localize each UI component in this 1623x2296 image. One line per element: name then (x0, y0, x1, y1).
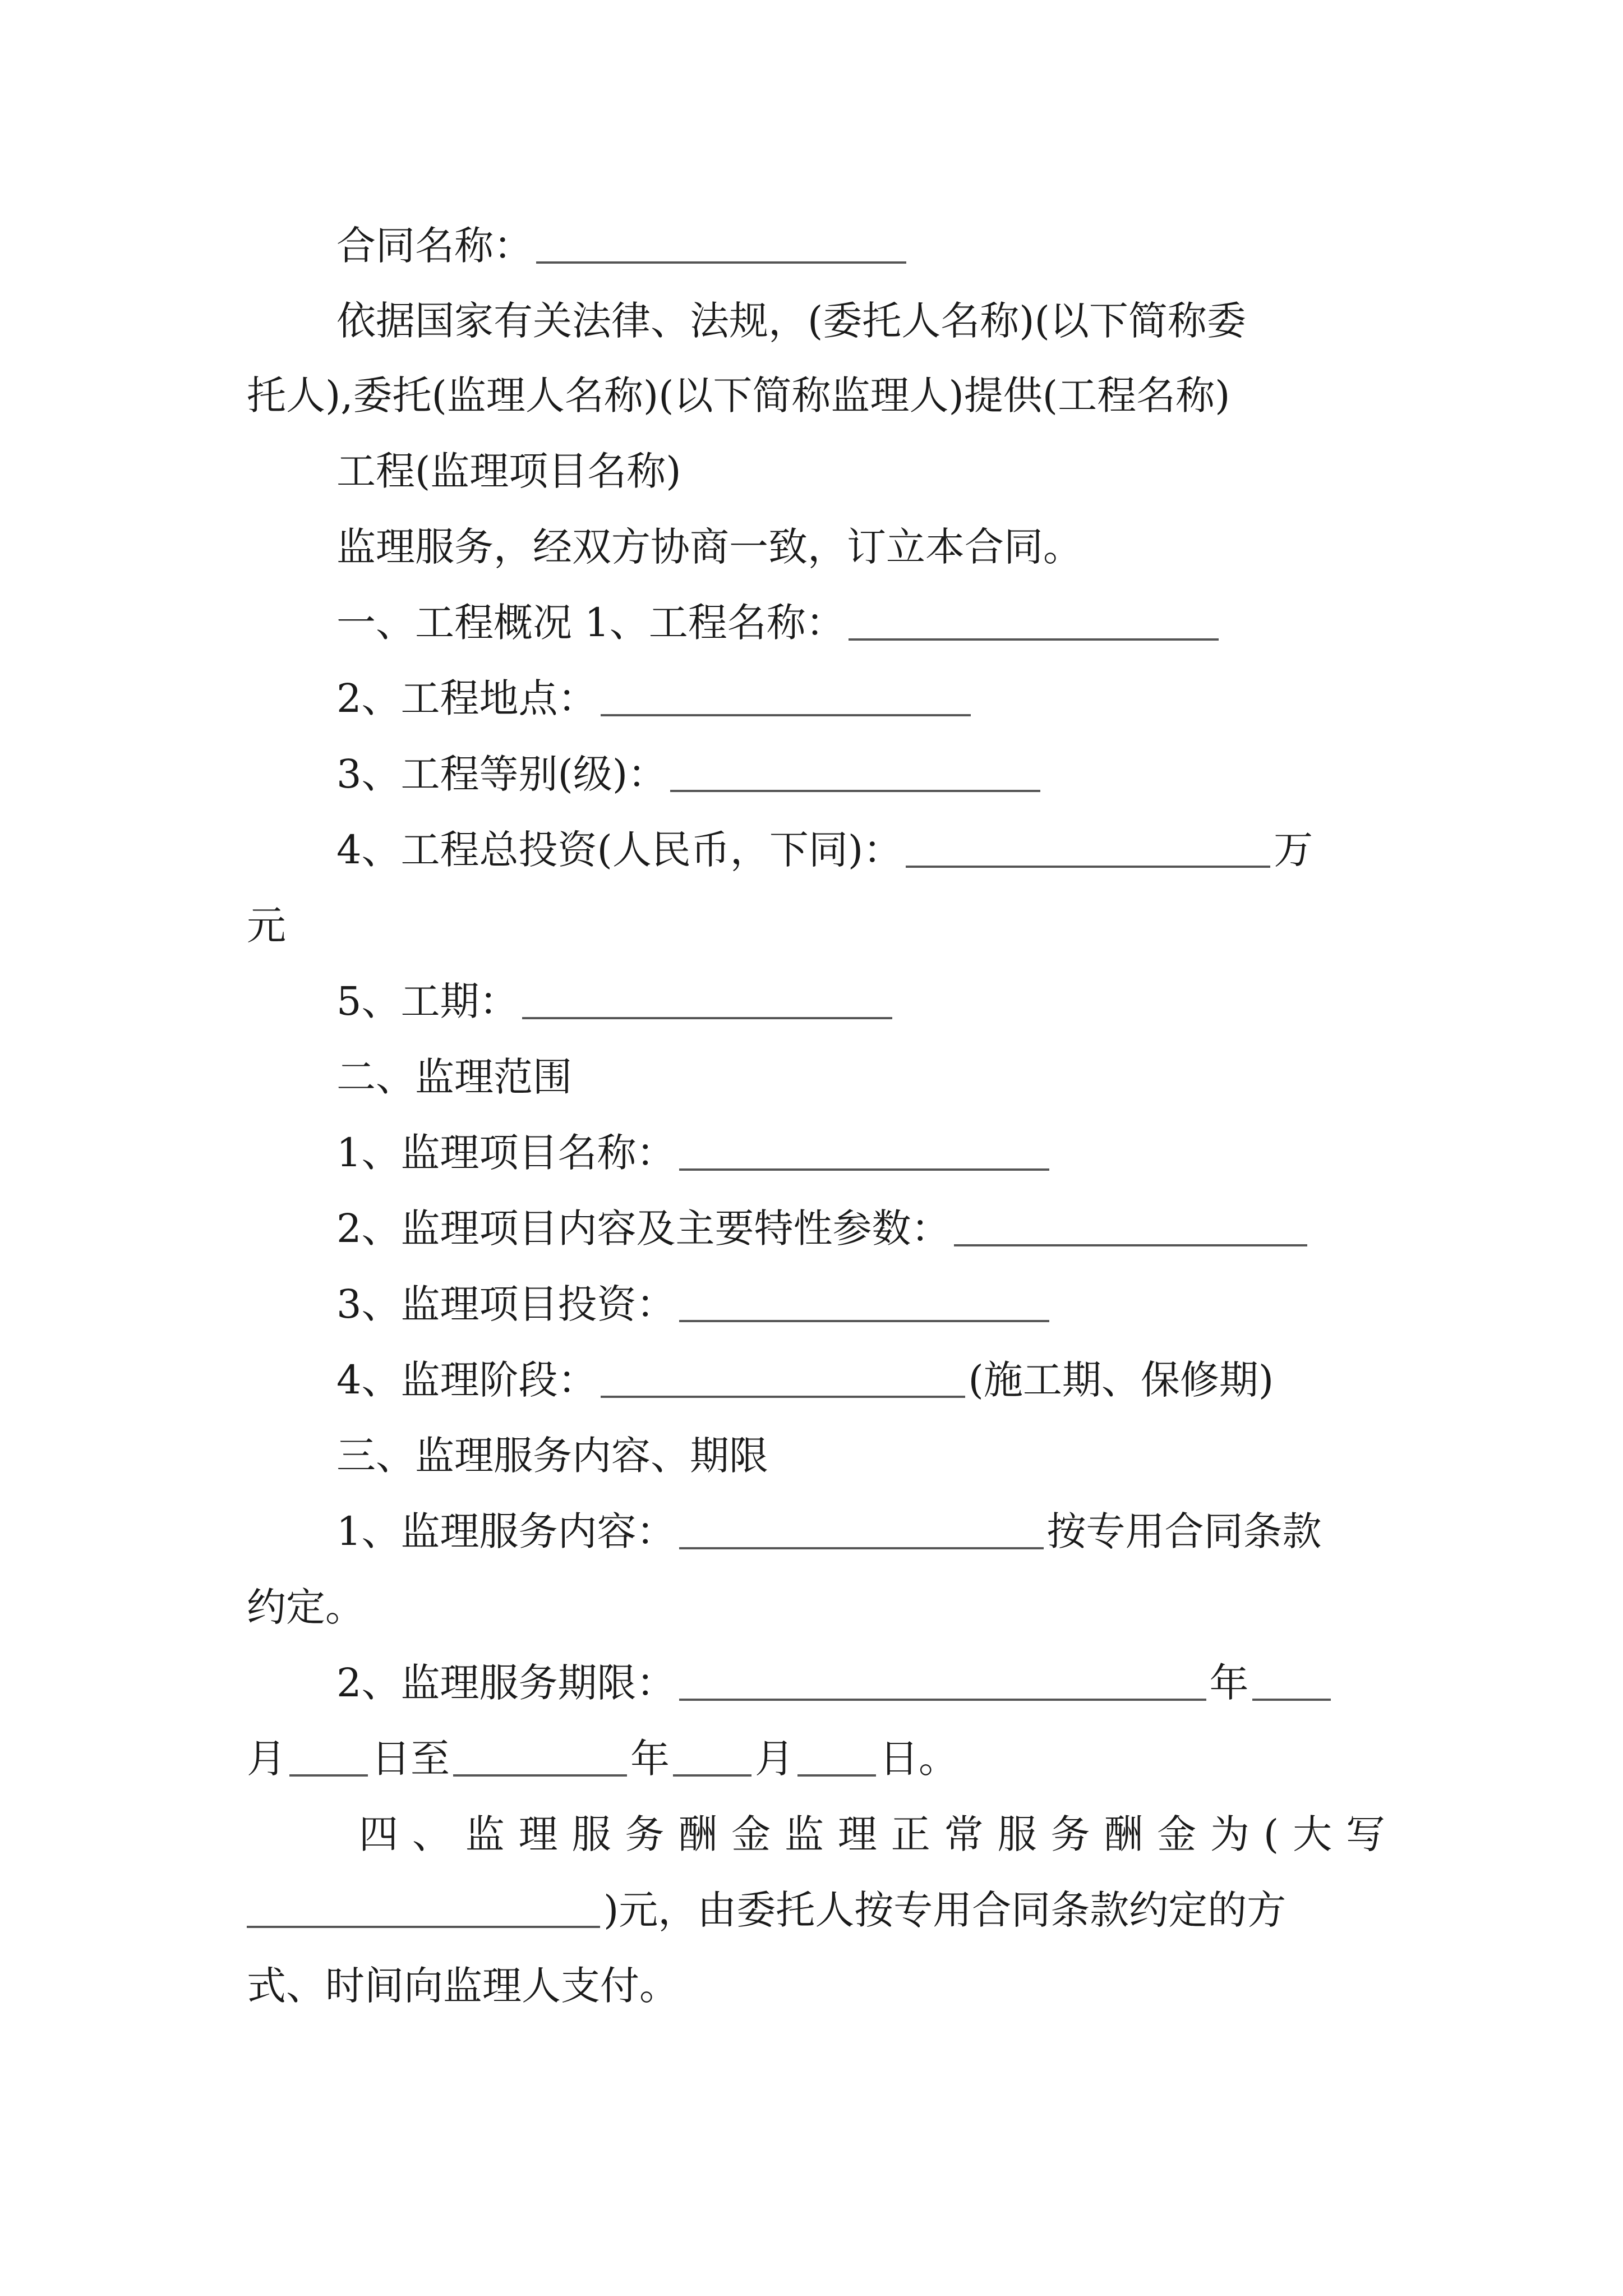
paragraph-line (247, 362, 1385, 429)
fee-line-cont (247, 1952, 1385, 2019)
supervision-content-line (247, 1195, 1385, 1262)
section-heading (247, 1422, 1385, 1489)
project-name-label: 一、工程概况 1、工程名称： (336, 600, 845, 646)
service-period-start-month-blank[interactable] (1252, 1663, 1331, 1701)
paragraph-line (247, 513, 1385, 581)
paragraph-text: 工程(监理项目名称) (336, 448, 681, 494)
total-investment-blank[interactable] (906, 830, 1270, 868)
supervision-stage-line (247, 1346, 1385, 1414)
duration-label: 5、工期： (336, 978, 519, 1024)
year-text: 年 (630, 1736, 670, 1782)
supervision-project-name-label: 1、监理项目名称： (336, 1130, 676, 1176)
month-text: 月 (755, 1736, 794, 1782)
fee-text: )元，由委托人按专用合同条款约定的方 (603, 1887, 1287, 1933)
supervision-content-label: 2、监理项目内容及主要特性参数： (336, 1205, 951, 1251)
day-to-text: 日至 (371, 1736, 450, 1782)
supervision-content-blank[interactable] (954, 1208, 1307, 1246)
section-heading (247, 1043, 1385, 1111)
supervision-project-name-line (247, 1119, 1385, 1186)
project-name-line (247, 589, 1385, 656)
service-period-line (247, 1649, 1385, 1717)
paragraph-text: 按专用合同条款 (1046, 1508, 1322, 1554)
paragraph-line (247, 892, 1385, 959)
project-location-line (247, 665, 1385, 732)
service-content-blank[interactable] (679, 1511, 1044, 1549)
section-heading-text: 三、监理服务内容、期限 (336, 1433, 768, 1479)
paragraph-text: 依据国家有关法律、法规，(委托人名称)(以下简称委 (336, 298, 1246, 344)
service-content-label: 1、监理服务内容： (336, 1508, 676, 1554)
service-content-line (247, 1498, 1385, 1565)
paragraph-line (247, 1573, 1385, 1641)
year-text: 年 (1209, 1660, 1249, 1706)
fee-amount-blank[interactable] (247, 1890, 600, 1928)
project-grade-label: 3、工程等别(级)： (336, 751, 667, 797)
fee-line-cont (247, 1876, 1385, 1944)
unit-text: 元 (247, 903, 286, 949)
fee-line (247, 1801, 1385, 1868)
contract-name-label: 合同名称： (336, 223, 533, 269)
supervision-stage-label: 4、监理阶段： (336, 1357, 597, 1403)
supervision-stage-blank[interactable] (601, 1360, 965, 1398)
unit-text: 万 (1274, 827, 1313, 873)
service-period-start-year-blank[interactable] (679, 1663, 1206, 1701)
total-investment-label: 4、工程总投资(人民币，下同)： (336, 827, 903, 873)
end-day-blank[interactable] (797, 1738, 876, 1777)
project-location-label: 2、工程地点： (336, 675, 597, 721)
contract-name-line (247, 212, 1385, 279)
service-period-line-cont (247, 1725, 1385, 1792)
paragraph-text: 约定。 (247, 1584, 365, 1630)
total-investment-line (247, 816, 1385, 884)
project-location-blank[interactable] (601, 678, 971, 716)
month-text: 月 (247, 1736, 286, 1782)
project-name-blank[interactable] (849, 602, 1219, 641)
project-grade-line (247, 740, 1385, 808)
supervision-project-name-blank[interactable] (679, 1133, 1049, 1171)
end-month-blank[interactable] (673, 1738, 751, 1777)
fee-text: 式、时间向监理人支付。 (247, 1963, 679, 2009)
fee-text: 四、监理服务酬金监理正常服务酬金为(大写 (359, 1811, 1385, 1857)
paragraph-line (247, 287, 1385, 355)
supervision-investment-line (247, 1271, 1385, 1338)
supervision-investment-blank[interactable] (679, 1284, 1049, 1322)
start-day-blank[interactable] (289, 1738, 368, 1777)
end-year-blank[interactable] (453, 1738, 627, 1777)
service-period-label: 2、监理服务期限： (336, 1660, 676, 1706)
day-text: 日。 (879, 1736, 958, 1782)
section-heading-text: 二、监理范围 (336, 1054, 572, 1100)
supervision-investment-label: 3、监理项目投资： (336, 1281, 676, 1327)
paragraph-text: 托人),委托(监理人名称)(以下简称监理人)提供(工程名称) (247, 372, 1230, 418)
contract-name-blank[interactable] (536, 226, 906, 264)
stage-note-text: (施工期、保修期) (968, 1357, 1274, 1403)
project-grade-blank[interactable] (670, 754, 1040, 792)
paragraph-text: 监理服务，经双方协商一致，订立本合同。 (336, 524, 1082, 570)
paragraph-line (247, 438, 1385, 505)
duration-blank[interactable] (522, 981, 892, 1019)
duration-line (247, 968, 1385, 1035)
